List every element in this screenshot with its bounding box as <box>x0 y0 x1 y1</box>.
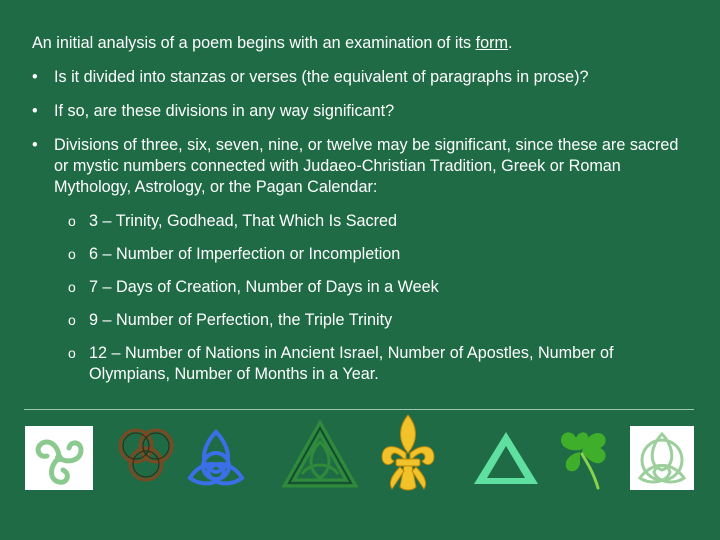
bullet-item <box>32 101 692 122</box>
sub-bullet-item <box>32 310 692 331</box>
shamrock-icon <box>554 422 610 490</box>
sub-bullet-marker: o <box>68 345 76 361</box>
sub-bullet-text: 3 – Trinity, Godhead, That Which Is Sacred <box>89 212 398 230</box>
sub-bullet-marker: o <box>68 279 76 295</box>
bullet-text: If so, are these divisions in any way significant? <box>54 102 395 120</box>
sub-bullet-item <box>32 211 692 232</box>
intro-period: . <box>507 34 513 52</box>
intro-paragraph <box>32 33 692 54</box>
borromean-rings-icon <box>112 424 180 486</box>
sub-bullet-item <box>32 343 692 385</box>
sub-bullet-item <box>32 244 692 265</box>
sub-bullet-marker: o <box>68 312 76 328</box>
sub-bullet-item <box>32 277 692 298</box>
sub-bullet-text: 9 – Number of Perfection, the Triple Trinity <box>89 311 393 329</box>
triskele-icon <box>25 426 93 490</box>
form-link[interactable]: form <box>475 34 508 52</box>
bullet-marker: • <box>32 68 38 86</box>
slide-content <box>32 33 692 397</box>
fleur-de-lis-icon <box>378 413 438 493</box>
blue-triquetra-icon <box>184 428 248 490</box>
sub-bullet-marker: o <box>68 246 76 262</box>
bullet-text: Is it divided into stanzas or verses (the equivalent of paragraphs in prose)? <box>54 68 589 86</box>
bullet-item <box>32 135 692 198</box>
celtic-knot-triangle-icon <box>280 418 360 490</box>
sub-bullet-text: 12 – Number of Nations in Ancient Israel, Number of Apostles, Number of Olympians, Number of Months in a Year. <box>89 344 614 383</box>
sub-bullet-text: 7 – Days of Creation, Number of Days in a Week <box>89 278 439 296</box>
bullet-marker: • <box>32 136 38 154</box>
divider-line <box>24 409 694 410</box>
bullet-text: Divisions of three, six, seven, nine, or twelve may be significant, since these are sacred or mystic numbers connected with Judaeo-Christian Tradition, Greek or Roman Mythology, Astrology, or the Pagan Calendar: <box>54 136 679 196</box>
triangle-icon <box>470 428 542 488</box>
intro-text: An initial analysis of a poem begins with an examination of its <box>32 34 476 52</box>
bullet-marker: • <box>32 102 38 120</box>
triquetra-circle-icon <box>630 426 694 490</box>
bullet-item <box>32 67 692 88</box>
sub-bullet-text: 6 – Number of Imperfection or Incompletion <box>89 245 401 263</box>
sub-bullet-marker: o <box>68 213 76 229</box>
